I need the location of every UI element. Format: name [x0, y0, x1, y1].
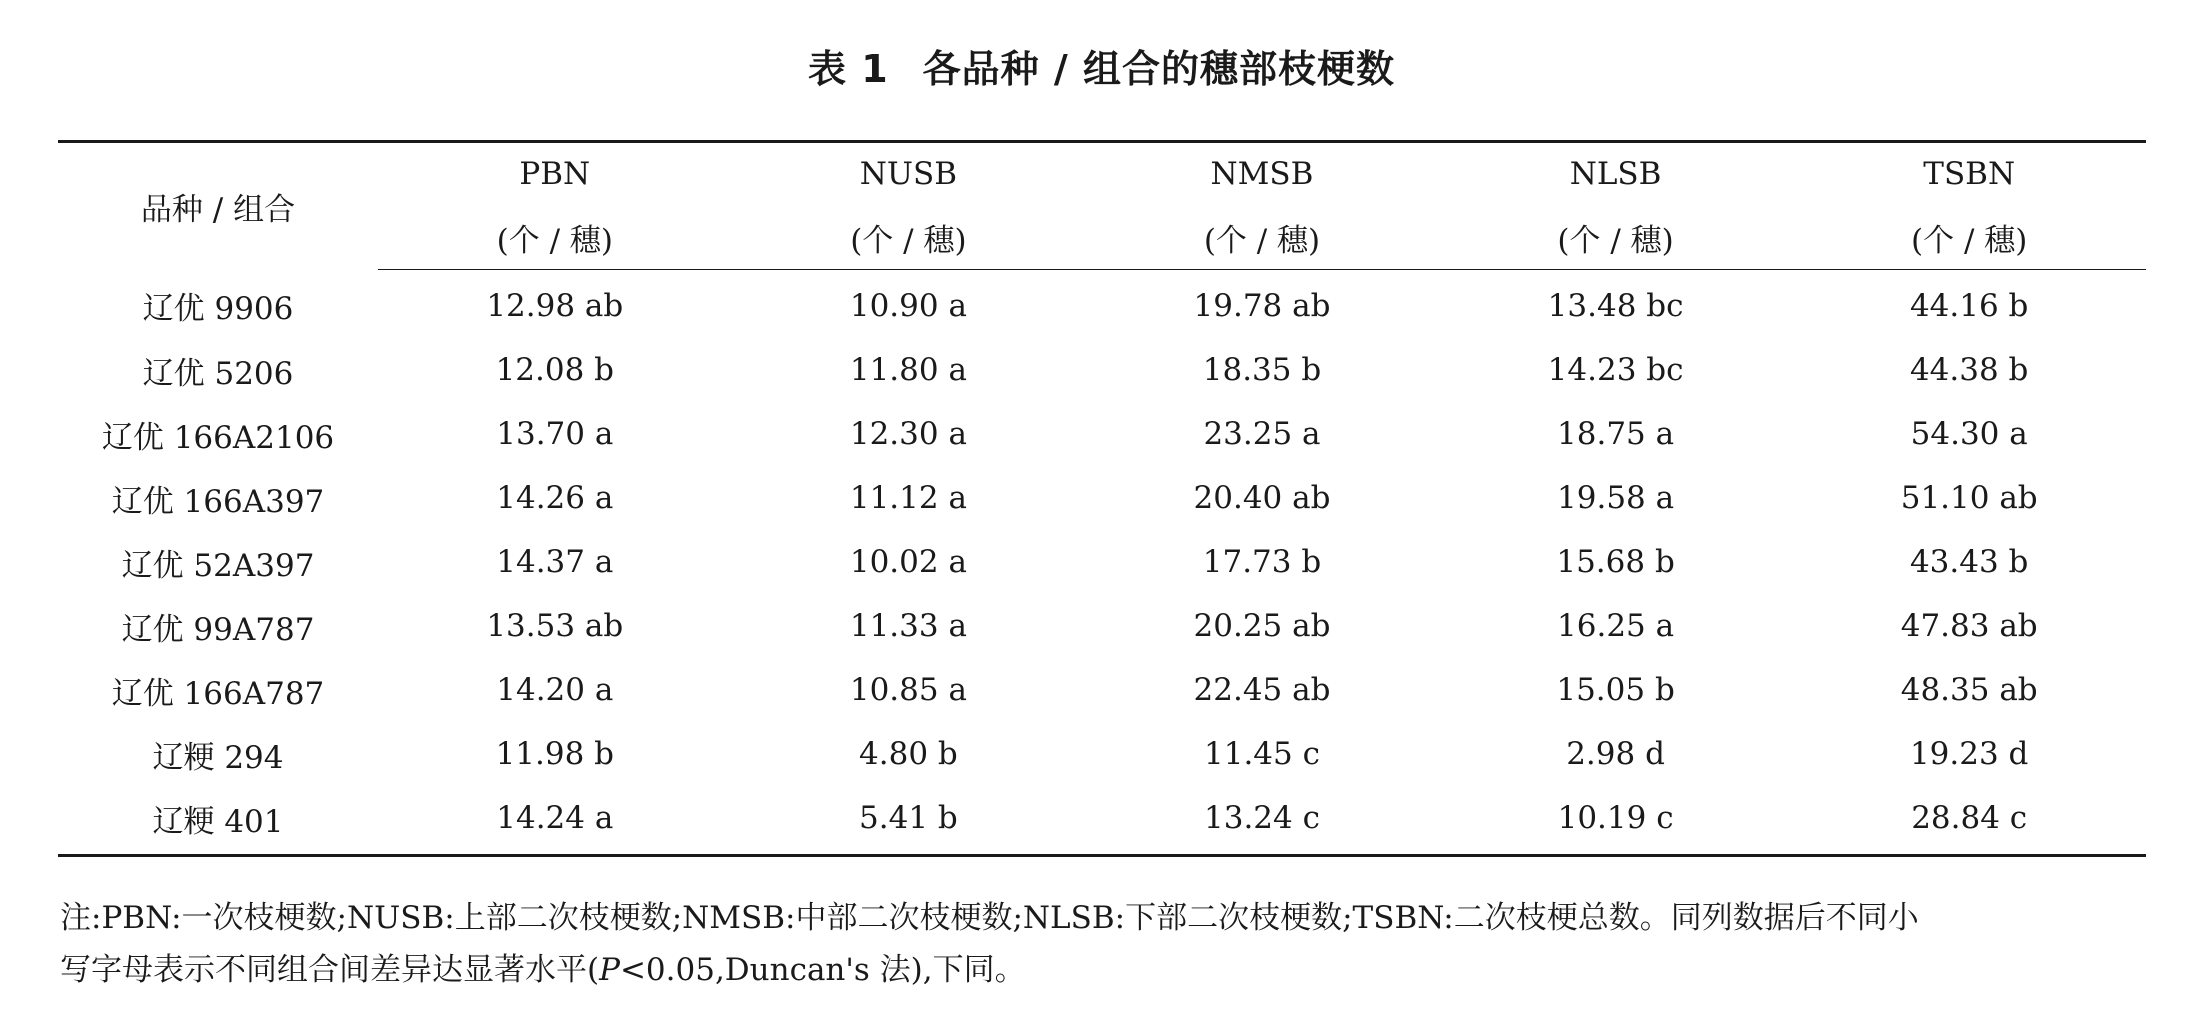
row-label: 辽粳 401 — [152, 803, 284, 840]
table-cell: 51.10 ab — [1900, 480, 2038, 516]
table-cell: 10.02 a — [849, 544, 967, 580]
p-value-symbol: P — [599, 952, 620, 988]
table-cell: 43.43 b — [1909, 544, 2029, 580]
table-row — [58, 466, 2146, 530]
table-cell: 28.84 c — [1911, 800, 2028, 836]
table-header — [58, 142, 2146, 270]
table-cell: 11.45 c — [1204, 736, 1320, 772]
table-cell: 20.25 ab — [1193, 608, 1331, 644]
table-cell: 5.41 b — [859, 800, 958, 836]
table-cell: 13.53 ab — [486, 608, 624, 644]
table-cell: 13.24 c — [1204, 800, 1320, 836]
table-row — [58, 594, 2146, 658]
table-cell: 22.45 ab — [1193, 672, 1331, 708]
table-row — [58, 270, 2146, 339]
table-cell: 2.98 d — [1566, 736, 1665, 772]
header-unit: (个 / 穗) — [1792, 205, 2146, 270]
table-number: 表 1 — [807, 47, 889, 91]
header-nusb: NUSB — [859, 156, 958, 192]
table-cell: 18.35 b — [1202, 352, 1322, 388]
table-row — [58, 722, 2146, 786]
row-label: 辽优 166A787 — [111, 675, 325, 712]
table-cell: 18.75 a — [1557, 416, 1675, 452]
row-label: 辽粳 294 — [152, 739, 284, 776]
table-cell: 11.98 b — [495, 736, 615, 772]
header-pbn: PBN — [519, 156, 591, 192]
table-cell: 10.90 a — [849, 288, 967, 324]
table-row — [58, 658, 2146, 722]
header-unit: (个 / 穗) — [732, 205, 1086, 270]
table-cell: 14.24 a — [496, 800, 614, 836]
table-cell: 14.20 a — [496, 672, 614, 708]
row-label: 辽优 9906 — [142, 291, 294, 328]
table-cell: 44.16 b — [1909, 288, 2029, 324]
note-line-2-end: <0.05,Duncan's 法),下同。 — [619, 952, 1026, 988]
note-line-2 — [60, 944, 2150, 996]
header-unit: (个 / 穗) — [1085, 205, 1439, 270]
table-cell: 4.80 b — [859, 736, 958, 772]
table-cell: 11.80 a — [849, 352, 967, 388]
row-label: 辽优 99A787 — [121, 611, 315, 648]
row-label: 辽优 166A2106 — [101, 419, 335, 456]
table-cell: 10.19 c — [1557, 800, 1674, 836]
table-cell: 12.08 b — [495, 352, 615, 388]
header-unit: (个 / 穗) — [1439, 205, 1793, 270]
table-row — [58, 786, 2146, 856]
table-cell: 14.37 a — [496, 544, 614, 580]
table-cell: 15.68 b — [1556, 544, 1675, 580]
table-cell: 14.23 bc — [1547, 352, 1684, 388]
row-label: 辽优 166A397 — [111, 483, 325, 520]
table-cell: 23.25 a — [1203, 416, 1321, 452]
table-cell: 48.35 ab — [1900, 672, 2038, 708]
header-nmsb: NMSB — [1210, 156, 1314, 192]
header-nlsb: NLSB — [1569, 156, 1662, 192]
data-table-container — [58, 140, 2146, 857]
table-body — [58, 270, 2146, 856]
table-row — [58, 338, 2146, 402]
row-label: 辽优 52A397 — [121, 547, 315, 584]
table-cell: 19.23 d — [1909, 736, 2029, 772]
table-cell: 20.40 ab — [1193, 480, 1331, 516]
header-tsbn: TSBN — [1923, 156, 2016, 192]
table-cell: 54.30 a — [1910, 416, 2028, 452]
header-unit: (个 / 穗) — [378, 205, 732, 270]
table-cell: 44.38 b — [1909, 352, 2029, 388]
table-title: 各品种 / 组合的穗部枝梗数 — [922, 47, 1395, 91]
table-cell: 47.83 ab — [1900, 608, 2038, 644]
table-cell: 13.48 bc — [1547, 288, 1684, 324]
table-row — [58, 530, 2146, 594]
table-cell: 17.73 b — [1202, 544, 1322, 580]
note-line-1: 注:PBN:一次枝梗数;NUSB:上部二次枝梗数;NMSB:中部二次枝梗数;NLSB:下部二次枝梗数;TSBN:二次枝梗总数。同列数据后不同小 — [60, 900, 1919, 936]
row-label: 辽优 5206 — [142, 355, 294, 392]
table-cell: 19.58 a — [1557, 480, 1675, 516]
table-cell: 13.70 a — [496, 416, 614, 452]
table-row — [58, 402, 2146, 466]
data-table — [58, 140, 2146, 857]
table-cell: 16.25 a — [1557, 608, 1675, 644]
table-note — [60, 892, 2150, 996]
table-cell: 12.30 a — [849, 416, 967, 452]
table-cell: 14.26 a — [496, 480, 614, 516]
table-cell: 11.12 a — [849, 480, 967, 516]
table-cell: 12.98 ab — [486, 288, 624, 324]
table-cell: 15.05 b — [1556, 672, 1675, 708]
table-cell: 11.33 a — [849, 608, 967, 644]
table-caption — [0, 38, 2203, 93]
header-variety: 品种 / 组合 — [140, 191, 296, 228]
table-cell: 10.85 a — [849, 672, 967, 708]
table-cell: 19.78 ab — [1193, 288, 1331, 324]
note-line-2-start: 写字母表示不同组合间差异达显著水平( — [60, 952, 600, 988]
